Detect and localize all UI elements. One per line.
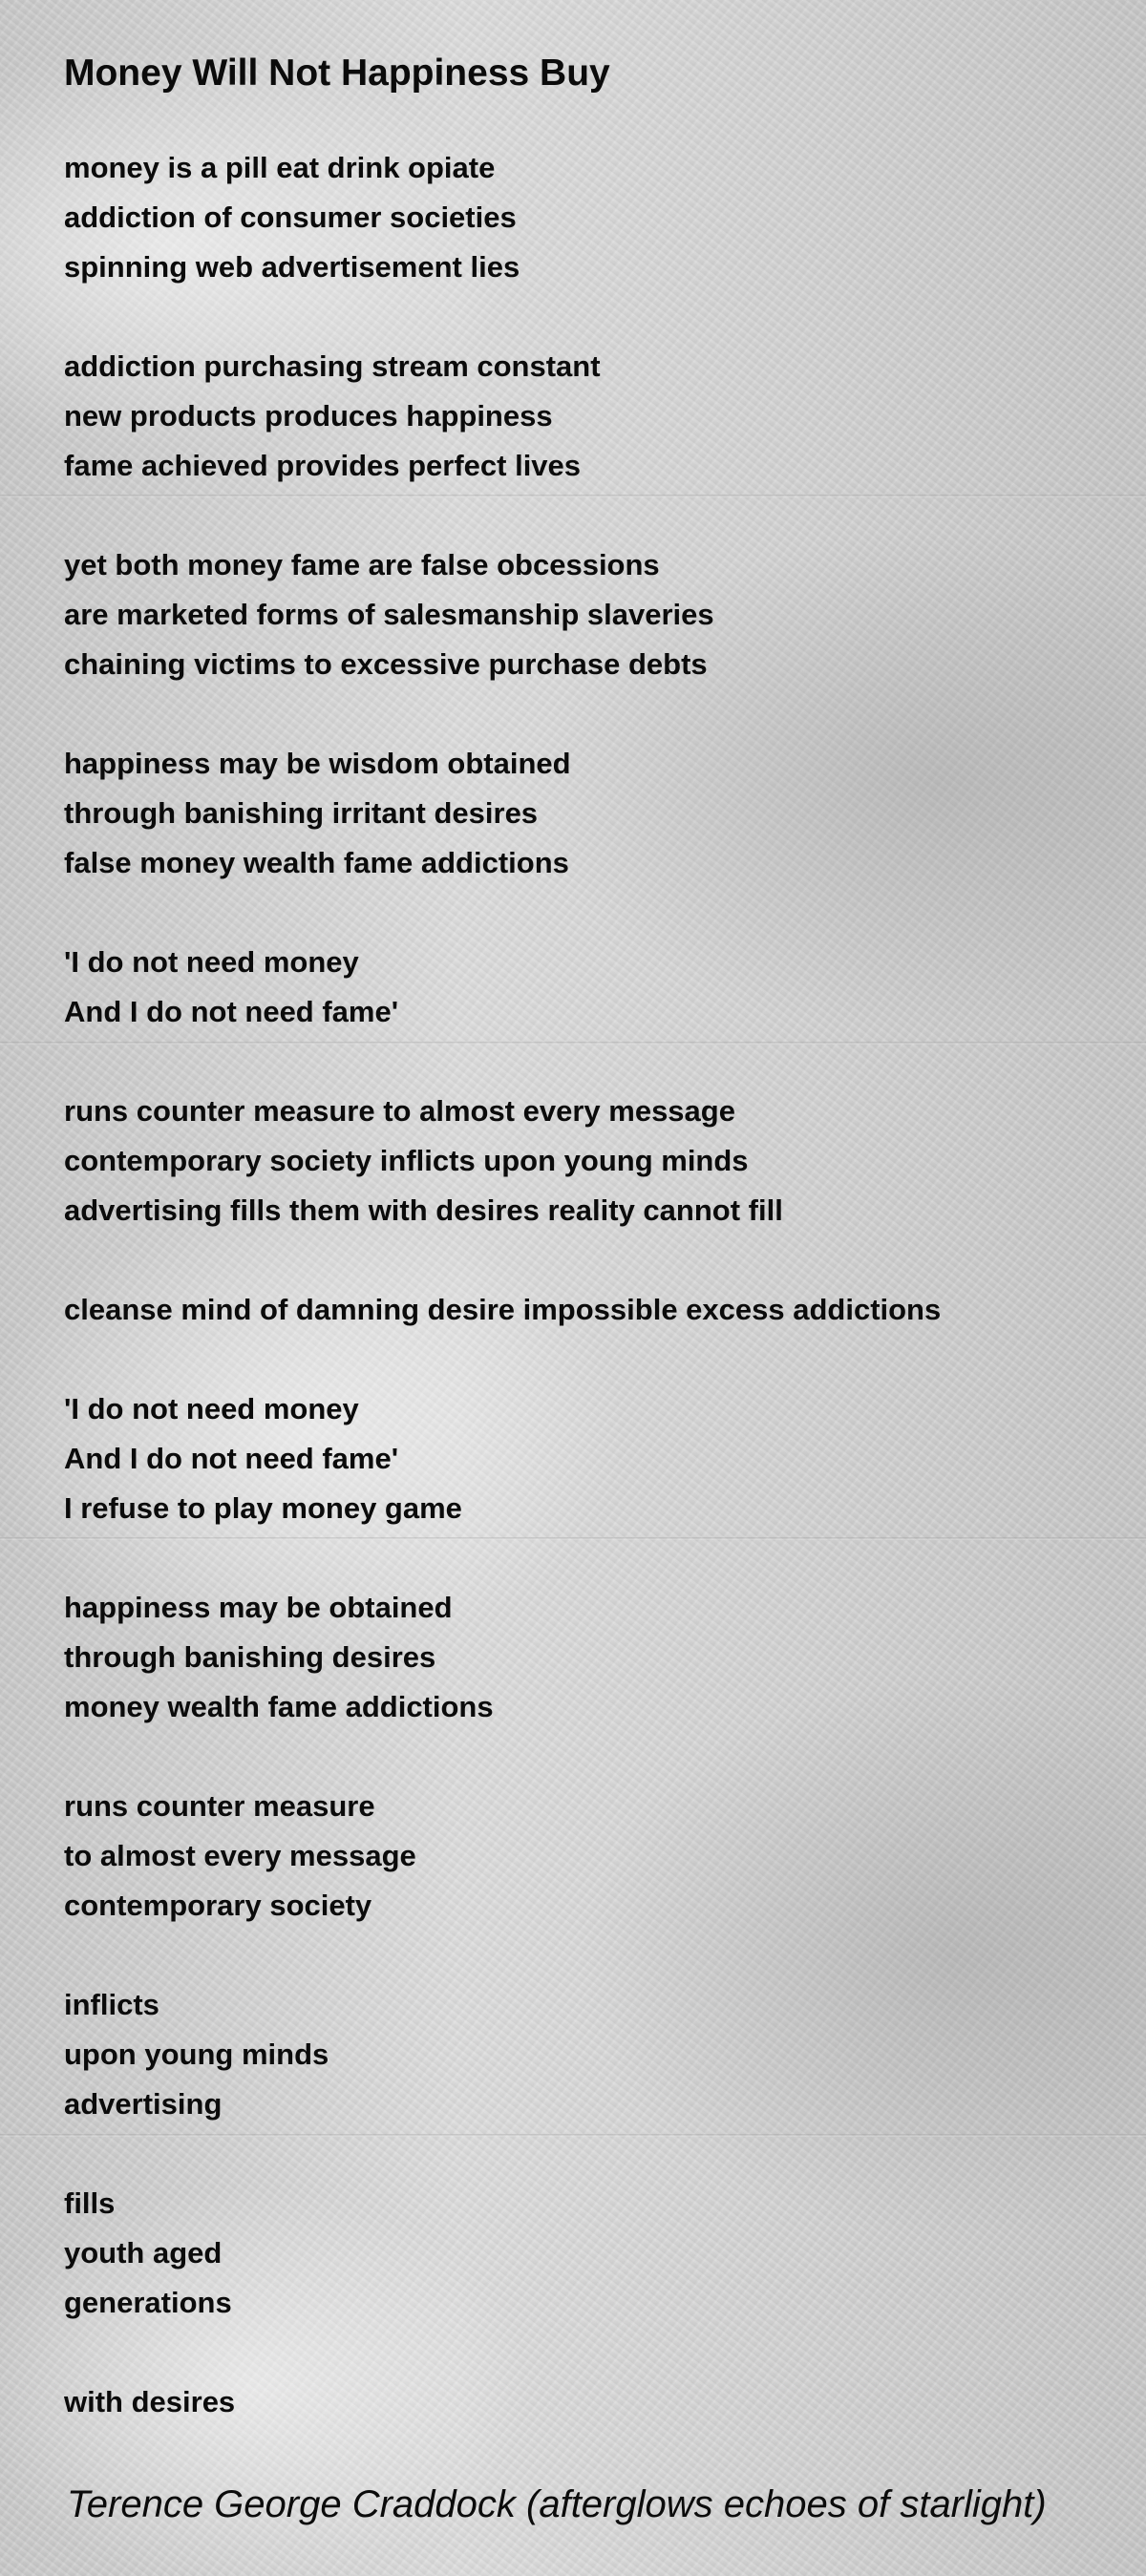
poem-line: chaining victims to excessive purchase debts — [64, 647, 708, 681]
poem-line: fame achieved provides perfect lives — [64, 449, 582, 482]
stanza-break — [64, 888, 941, 938]
poem-line: runs counter measure — [64, 1789, 375, 1823]
poem-line: money is a pill eat drink opiate — [64, 151, 496, 184]
stanza-break — [64, 1037, 941, 1087]
stanza-break — [64, 1931, 941, 1980]
poem-line: contemporary society inflicts upon young minds — [64, 1144, 749, 1177]
poem-line: spinning web advertisement lies — [64, 250, 520, 284]
stanza-break — [64, 1732, 941, 1782]
poem-body — [64, 143, 941, 2427]
poem-line: youth aged — [64, 2236, 223, 2270]
poem-line: generations — [64, 2286, 232, 2319]
poem-line: with desires — [64, 2385, 236, 2418]
poem-line: addiction of consumer societies — [64, 201, 517, 234]
poem-line: through banishing desires — [64, 1640, 436, 1674]
poem-line: And I do not need fame' — [64, 995, 399, 1028]
poem-line: advertising fills them with desires reality cannot fill — [64, 1193, 783, 1227]
poem-line: cleanse mind of damning desire impossible excess addictions — [64, 1293, 942, 1326]
stanza-break — [64, 2328, 941, 2377]
poem-line: through banishing irritant desires — [64, 796, 539, 830]
poem-line: addiction purchasing stream constant — [64, 349, 601, 383]
poem-line: 'I do not need money — [64, 1392, 359, 1425]
poem-line: runs counter measure to almost every message — [64, 1094, 735, 1128]
poem-line: happiness may be wisdom obtained — [64, 747, 571, 780]
poem-line: upon young minds — [64, 2038, 329, 2071]
stanza-break — [64, 2129, 941, 2179]
poem-line: inflicts — [64, 1988, 159, 2021]
poem-line: to almost every message — [64, 1839, 416, 1872]
poem-line: money wealth fame addictions — [64, 1690, 494, 1723]
poem-line: new products produces happiness — [64, 399, 553, 433]
poem-line: I refuse to play money game — [64, 1491, 462, 1525]
poem-line: yet both money fame are false obcessions — [64, 548, 660, 581]
poem-line: false money wealth fame addictions — [64, 846, 569, 879]
poem-line: fills — [64, 2186, 116, 2220]
poem-line: And I do not need fame' — [64, 1442, 399, 1475]
stanza-break — [64, 1235, 941, 1285]
stanza-break — [64, 689, 941, 739]
stanza-break — [64, 491, 941, 540]
stanza-break — [64, 1335, 941, 1384]
poem-line: happiness may be obtained — [64, 1591, 453, 1624]
stanza-break — [64, 1533, 941, 1583]
poem-title: Money Will Not Happiness Buy — [64, 53, 610, 94]
poem-line: advertising — [64, 2087, 223, 2121]
stanza-break — [64, 292, 941, 342]
poem-author: Terence George Craddock (afterglows echoes of starlight) — [67, 2483, 1047, 2525]
poem-line: 'I do not need money — [64, 945, 359, 979]
poem-line: contemporary society — [64, 1889, 372, 1922]
poem-line: are marketed forms of salesmanship slaveries — [64, 598, 714, 631]
